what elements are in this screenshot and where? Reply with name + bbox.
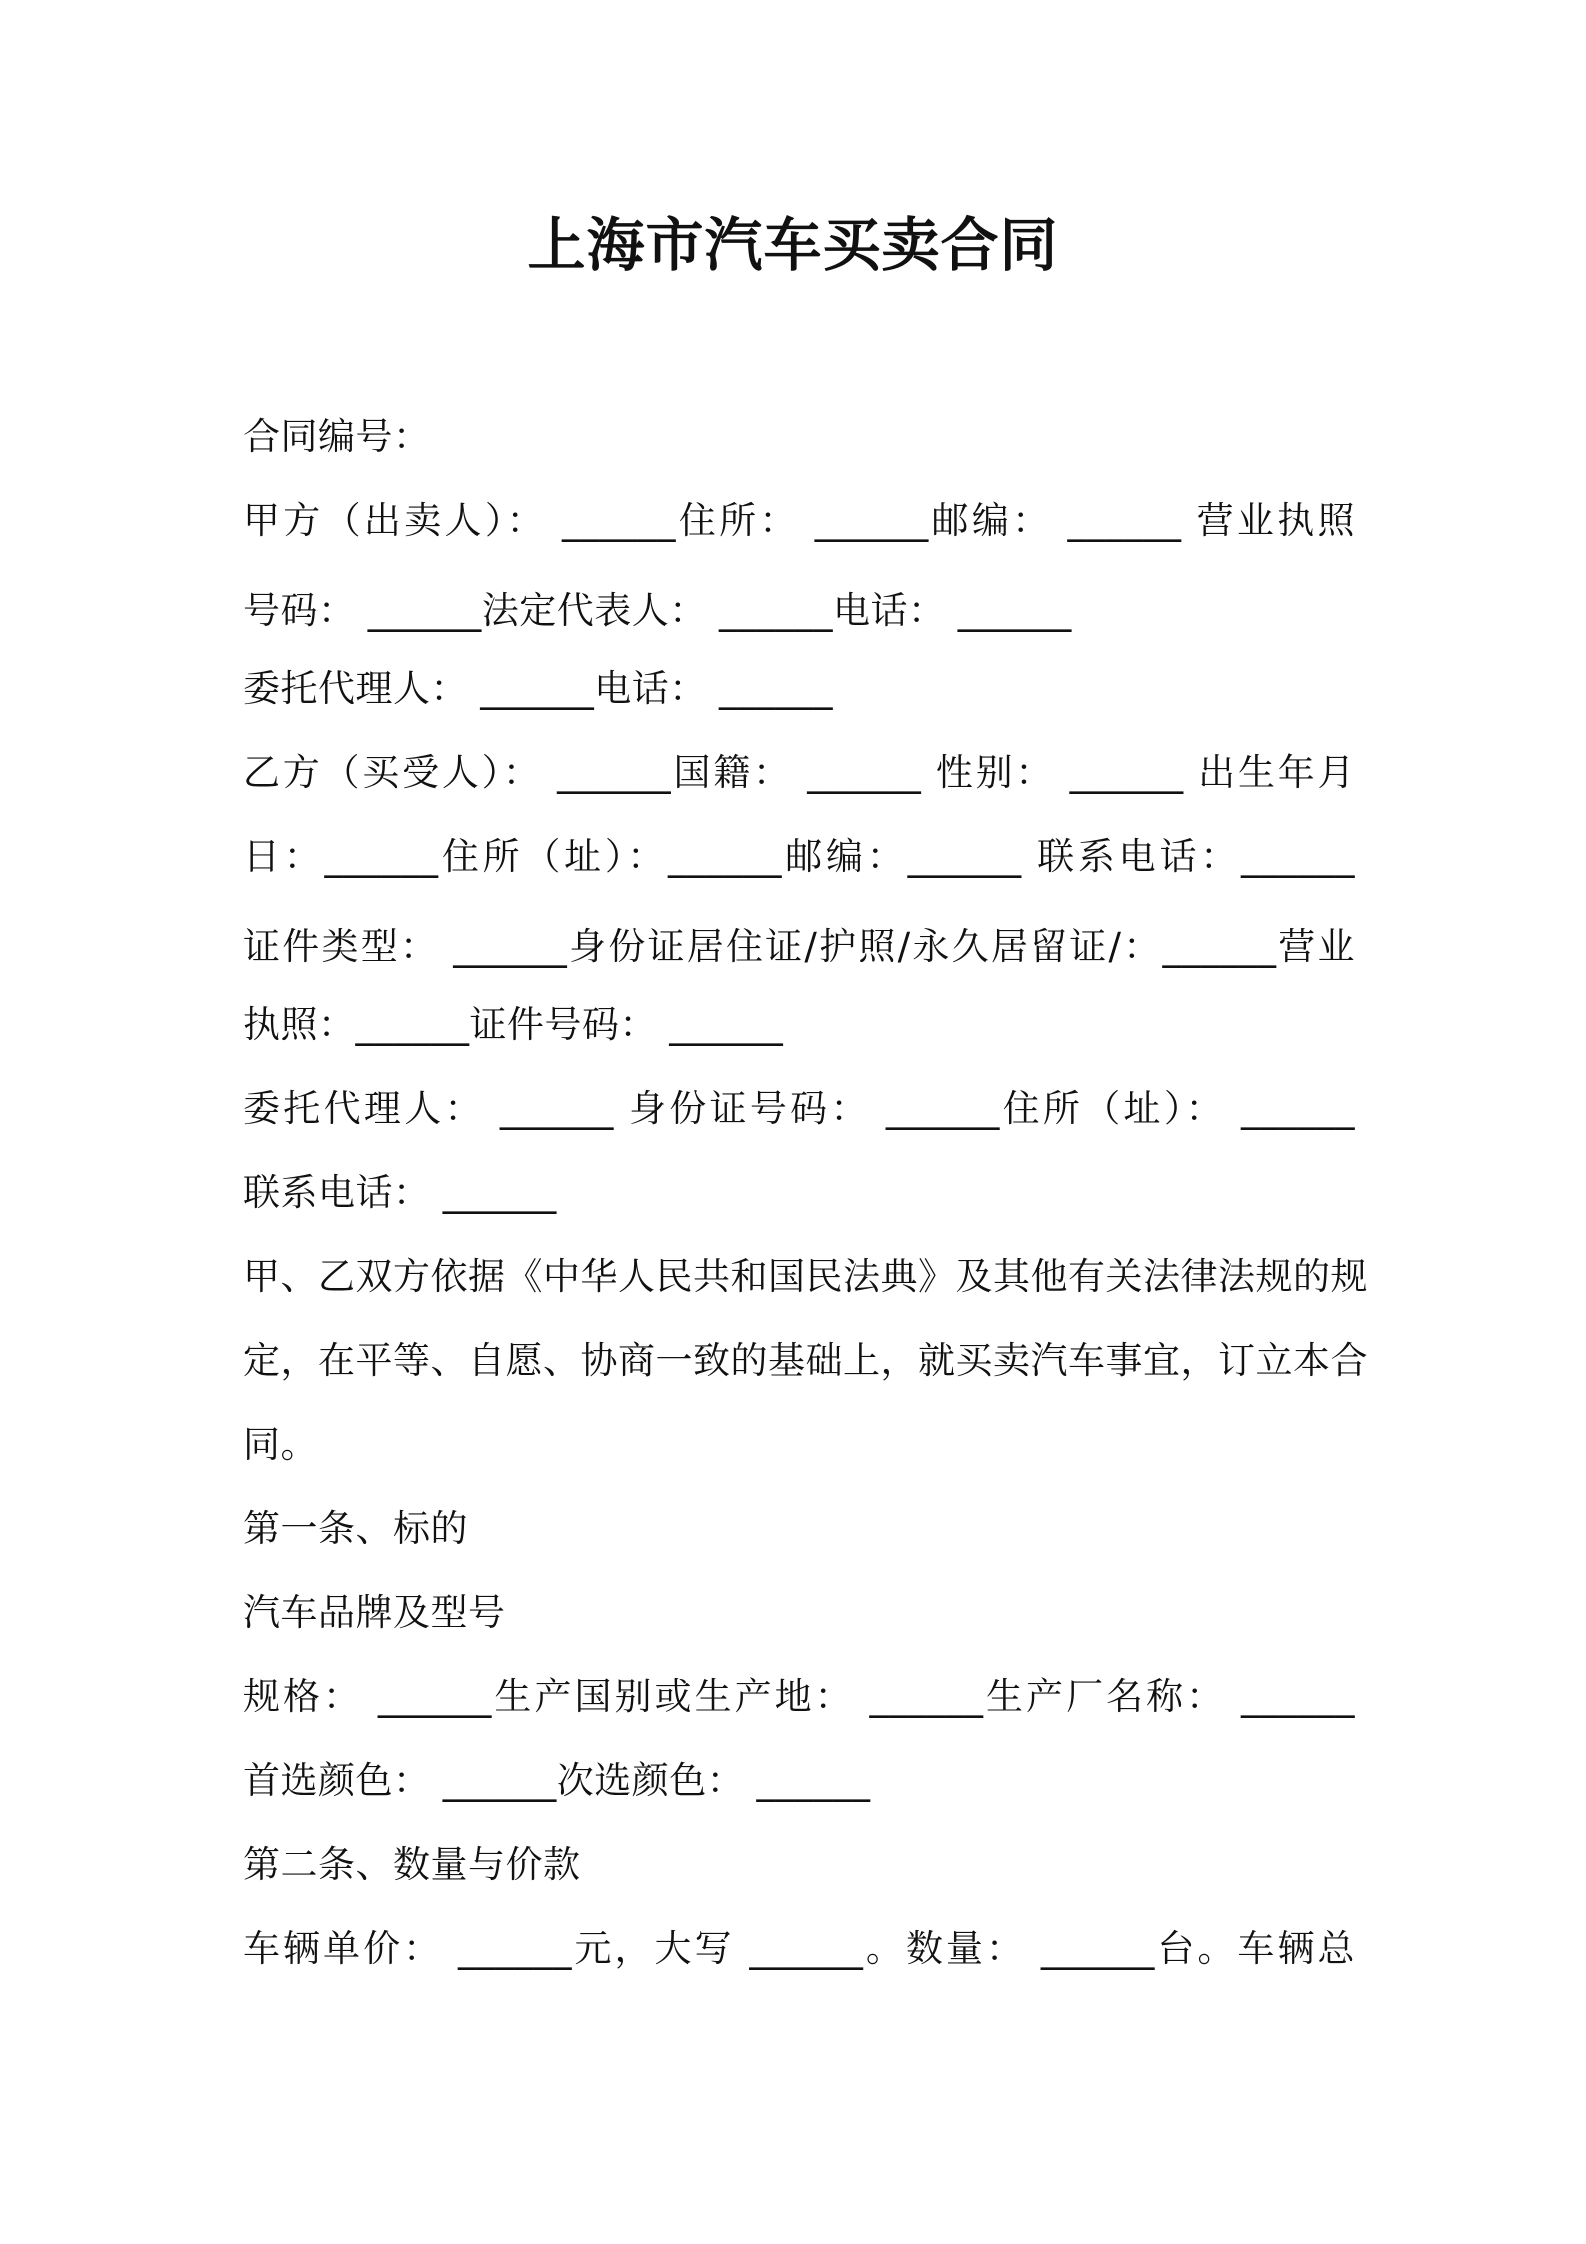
party-a-line: 甲方（出卖人）： ______住所： ______邮编： ______ 营业执照 [243, 499, 1355, 542]
party-a-agent-line: 委托代理人： ______电话： ______ [243, 667, 834, 710]
party-b-agent-line: 委托代理人： ______ 身份证号码： ______住所（址）： ______ [243, 1087, 1355, 1130]
article-2-heading: 第二条、数量与价款 [243, 1843, 581, 1886]
party-a-license-line: 号码： ______法定代表人： ______电话： ______ [243, 589, 1072, 632]
unit-price-line: 车辆单价： ______元，大写 ______。数量： ______台。车辆总 [243, 1927, 1355, 1970]
preamble-line-2: 定，在平等、自愿、协商一致的基础上，就买卖汽车事宜，订立本合 [243, 1339, 1368, 1382]
document-title: 上海市汽车买卖合同 [527, 211, 1059, 279]
preamble-line-1: 甲、乙双方依据《中华人民共和国民法典》及其他有关法律法规的规 [243, 1255, 1368, 1298]
brand-model-line: 汽车品牌及型号 [243, 1591, 506, 1634]
preamble-line-3: 同。 [243, 1423, 318, 1466]
id-type-line: 证件类型： ______身份证居住证/护照/永久居留证/：______营业 [243, 925, 1355, 968]
color-line: 首选颜色： ______次选颜色： ______ [243, 1759, 871, 1802]
contract-number-line: 合同编号： [243, 415, 431, 458]
article-1-heading: 第一条、标的 [243, 1507, 468, 1550]
id-number-line: 执照：______证件号码： ______ [243, 1003, 784, 1046]
party-b-address-line: 日：______住所（址）：______邮编：______ 联系电话：______ [243, 835, 1355, 878]
contact-phone-line: 联系电话： ______ [243, 1171, 557, 1214]
party-b-line: 乙方（买受人）： ______国籍： ______ 性别： ______ 出生年月 [243, 751, 1355, 794]
specification-line: 规格： ______生产国别或生产地： ______生产厂名称： ______ [243, 1675, 1355, 1718]
